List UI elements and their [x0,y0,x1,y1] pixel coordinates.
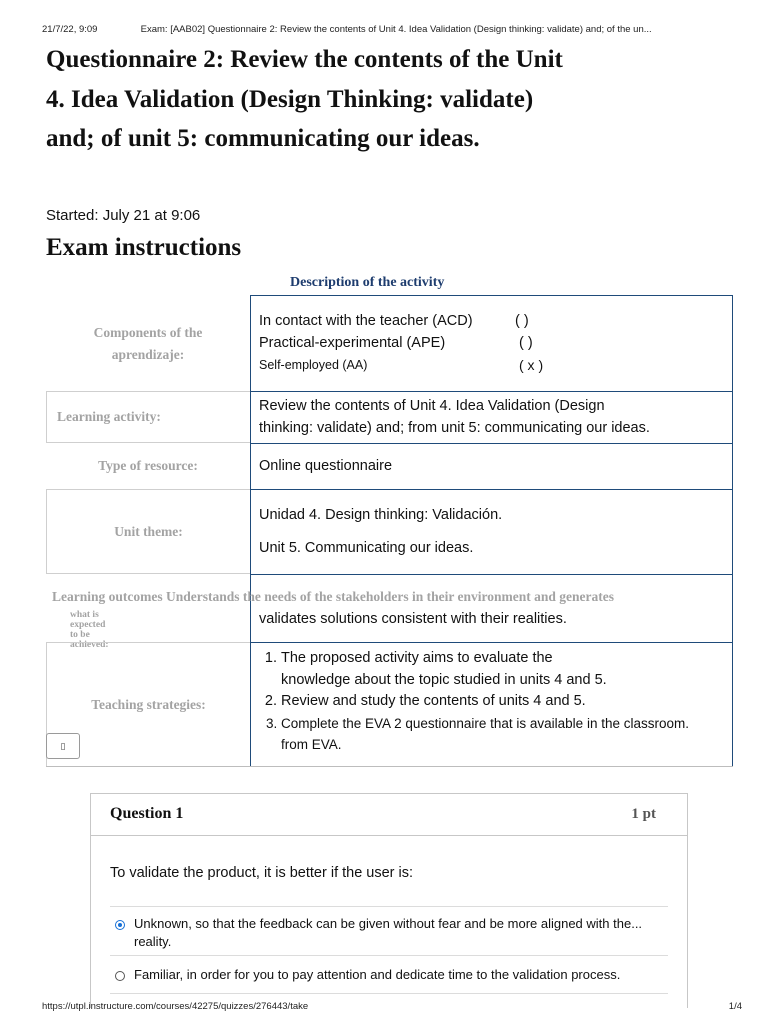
strategies-cell [250,642,733,767]
learning-activity-line: thinking: validate) and; from unit 5: communicating our ideas. [259,420,650,436]
outcomes-value: validates solutions consistent with their realities. [250,574,733,642]
question-title: Question 1 [110,805,184,822]
print-page-number: 1/4 [728,1001,742,1012]
component-mark: ( ) [515,313,529,329]
radio-selected-icon[interactable] [115,920,125,930]
component-mark: ( x ) [519,357,544,373]
answer-option[interactable] [110,955,668,993]
strategy-text: Complete the EVA 2 questionnaire that is available in the classroom. [281,715,689,731]
question-text: To validate the product, it is better if the user is: [110,865,414,881]
strategy-item: 2. Review and study the contents of units 4 and 5. [281,691,724,713]
component-option [259,354,724,376]
missing-glyph-button[interactable] [46,733,80,759]
component-label: Self-employed (AA) [259,358,368,372]
component-option [259,310,724,332]
unit-theme-line: Unidad 4. Design thinking: Validación. [259,507,503,523]
component-label: Practical-experimental (APE) [259,335,446,351]
learning-activity-label: Learning activity: [46,391,250,443]
print-header [42,24,742,35]
components-cell [250,295,733,391]
page-title: Questionnaire 2: Review the contents of the Unit 4. Idea Validation (Design Thinking: validate) and; of unit 5: communicating our ideas. [46,46,563,152]
answer-text: Unknown, so that the feedback can be given without fear and be more aligned with the... [134,916,643,931]
unit-theme-label: Unit theme: [46,489,250,574]
description-title: Description of the activity [290,275,445,290]
resource-label: Type of resource: [98,458,198,473]
print-url: https://utpl.instructure.com/courses/42275/quizzes/276443/take [42,1001,309,1012]
components-label: Components of the aprendizaje: [93,324,203,362]
learning-activity-cell [250,391,733,443]
strategy-item [281,713,724,756]
outcomes-sublabel: what is expected to be achieved: [70,610,109,650]
strategies-list [259,648,724,756]
table-bottom-divider [46,766,733,767]
print-date: 21/7/22, 9:09 [42,24,98,35]
learning-activity-line: Review the contents of Unit 4. Idea Validation (Design [259,398,605,414]
strategies-label: Teaching strategies: [46,642,250,766]
strategy-item [281,648,724,691]
component-label: In contact with the teacher (ACD) [259,313,473,329]
component-option [259,332,724,354]
unit-theme-cell [250,489,733,574]
outcomes-label: Learning outcomes Understands the needs of the stakeholders in their environment and generates [52,589,614,604]
resource-value: Online questionnaire [250,443,733,489]
print-footer [42,1001,742,1012]
started-time: Started: July 21 at 9:06 [46,207,201,224]
unit-theme-line: Unit 5. Communicating our ideas. [259,540,474,556]
answer-option[interactable] [110,906,668,955]
answer-text: reality. [134,934,172,949]
strategy-text: The proposed activity aims to evaluate the [281,650,553,666]
question-points: 1 pt [631,806,656,822]
question-card [90,793,688,1008]
question-header [91,794,687,836]
missing-glyph-icon: ▯ [60,740,66,751]
radio-unselected-icon[interactable] [115,971,125,981]
strategy-text: knowledge about the topic studied in units 4 and 5. [281,671,607,688]
strategy-text: from EVA. [281,737,342,752]
component-mark: ( ) [519,335,533,351]
instructions-heading: Exam instructions [46,234,242,261]
answer-text: Familiar, in order for you to pay attention and dedicate time to the validation process. [134,967,621,982]
print-title: Exam: [AAB02] Questionnaire 2: Review the contents of Unit 4. Idea Validation (Design thinking: validate) and; of the un... [140,24,652,35]
